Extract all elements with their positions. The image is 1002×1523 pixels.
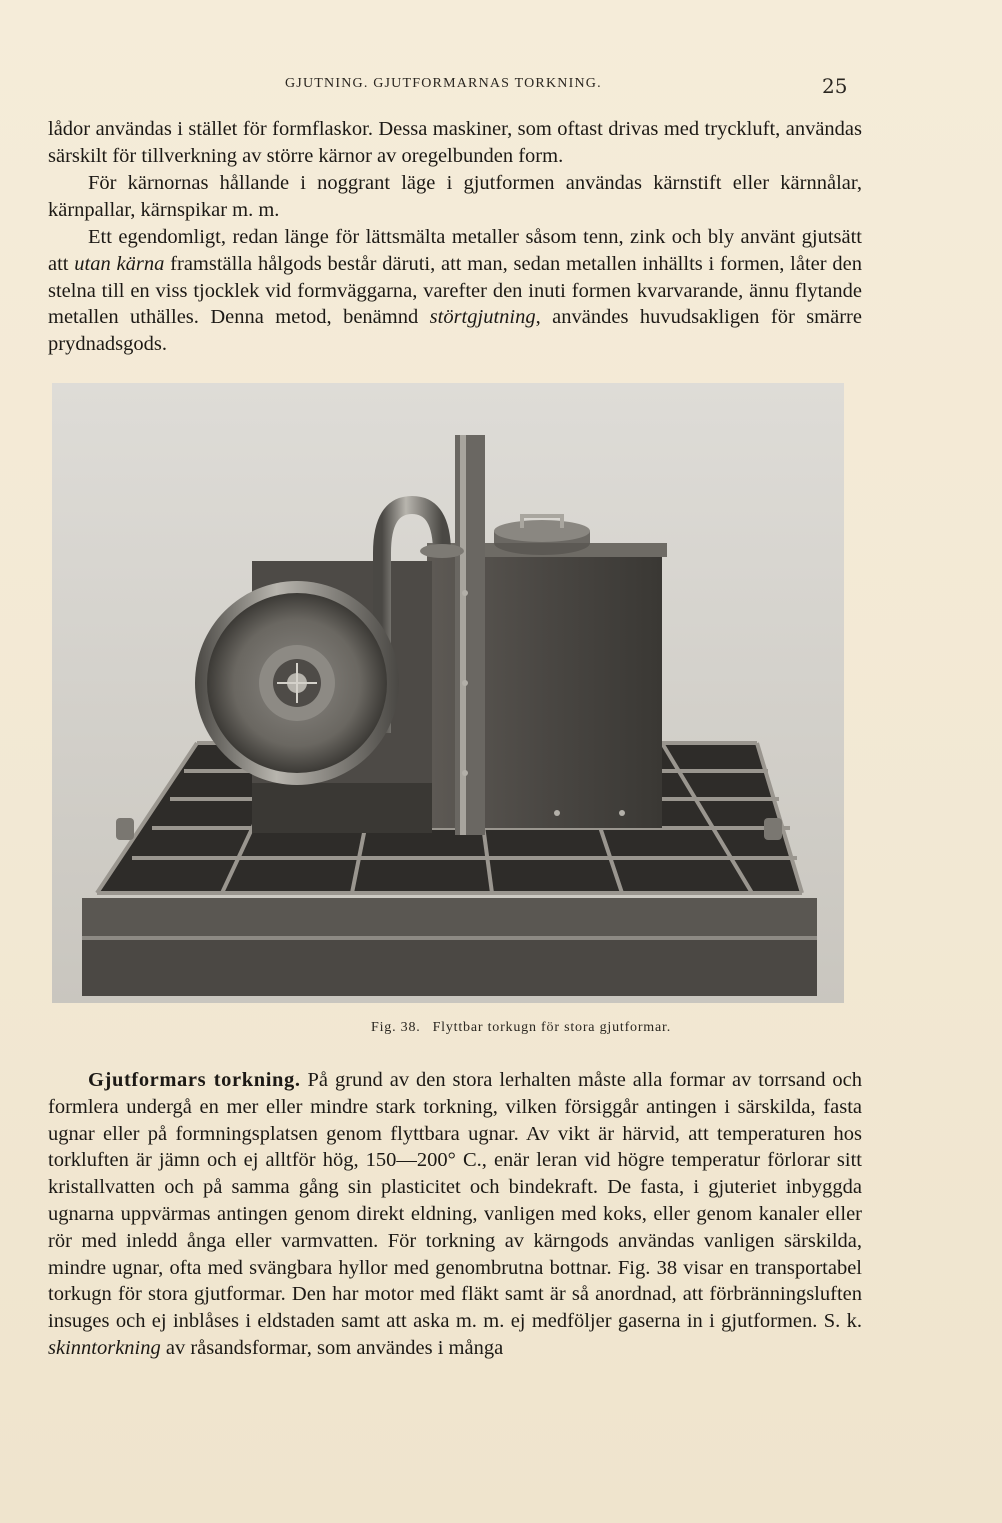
figure-caption	[0, 1020, 1002, 1036]
figure-caption-text: Flyttbar torkugn för stora gjutformar.	[432, 1020, 671, 1035]
paragraph-3-text-a: Ett egendomligt, redan länge för lättsmälta metaller såsom tenn, zink och bly använt gjutsätt att	[48, 226, 862, 275]
figure-number: Fig. 38.	[371, 1020, 421, 1035]
section-heading: Gjutformars torkning.	[88, 1069, 301, 1091]
paragraph-2	[48, 170, 862, 224]
paragraph-section	[48, 1067, 862, 1362]
paragraph-3-text-b: framställa hålgods består däruti, att man, sedan metallen inhällts i formen, låter den stelna till en viss tjocklek vid formväggarna, varefter den inuti formen kvarvarande, ännu flytande metallen uthälles. Denna metod, benämnd	[48, 252, 862, 329]
figure-photo-drying-oven	[52, 383, 844, 1003]
section-text-b: av råsandsformar, som användes i många	[160, 1336, 504, 1359]
section-text-a: På grund av den stora lerhalten måste alla formar av torrsand och formlera undergå en mer eller mindre stark torkning, vilken försiggår antingen i särskilda, fasta ugnar eller på formningsplatsen genom flyttbara ugnar. Av vikt är härvid, att temperaturen hos torkluften är jämn och ej alltför hög, 150—200° C., enär leran vid högre temperatur förlorar sitt kristallvatten och på samma gång sin plasticitet och bindekraft. De fasta, i gjuteriet inbyggda ugnarna uppvärmas antingen genom direkt eldning, vanligen med koks, eller genom kanaler eller rör med inledd ånga eller varmvatten. För torkning av kärngods användas vanligen särskilda, mindre ugnar, ofta med svängbara hyllor med genombrutna bottnar. Fig. 38 visar en transportabel torkugn för stora gjutformar. Den har motor med fläkt samt är så anordnad, att förbränningsluften insuges och ej inblåses i eldstaden samt att aska m. m. ej medföljer gaserna in i gjutformen. S. k.	[48, 1069, 862, 1333]
emphasis-skinntorkning: skinntorkning	[48, 1336, 161, 1359]
emphasis-utan-karna: utan kärna	[74, 252, 165, 275]
running-head: GJUTNING. GJUTFORMARNAS TORKNING.	[285, 76, 602, 91]
paragraph-1	[48, 116, 862, 170]
paragraph-3	[48, 224, 862, 358]
page-number: 25	[822, 74, 848, 98]
paragraph-1-text: lådor användas i stället för formflaskor. Dessa maskiner, som oftast drivas med tryckluft, användas särskilt för tillverkning av större kärnor av oregelbunden form.	[48, 118, 862, 167]
paragraph-2-text: För kärnornas hållande i noggrant läge i gjutformen användas kärnstift eller kärnnålar, kärnpallar, kärnspikar m. m.	[48, 172, 862, 221]
emphasis-stortgjutning: störtgjutning	[429, 306, 536, 329]
paragraph-3-text-c: , användes huvudsakligen för smärre prydnadsgods.	[48, 306, 862, 356]
page-header	[0, 74, 1002, 98]
oven-illustration	[52, 383, 844, 1003]
